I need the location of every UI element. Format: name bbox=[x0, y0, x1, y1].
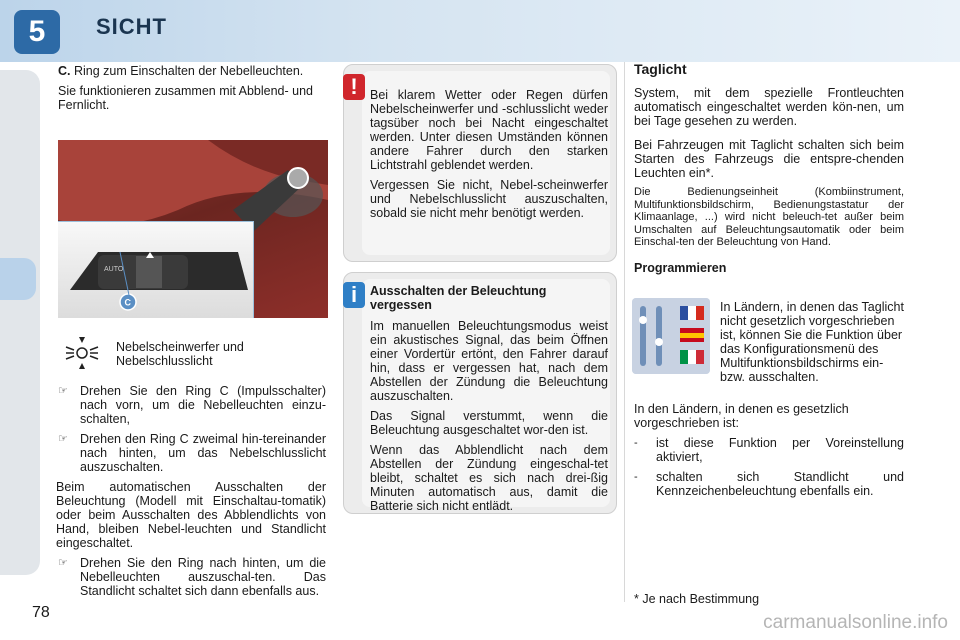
sidebar-tab-strip bbox=[0, 70, 40, 575]
info-icon: i bbox=[343, 282, 365, 308]
daylight-p3: Die Bedienungseinheit (Kombiinstrument, Multifunktionsbildschirm, Bedienungstastatur der Klimaanlage, ...) wird nicht beleuch-tet außer beim Umschalten auf Beleuchtungsautomatik oder beim Einschal-ten der Beleuchtung von Hand. bbox=[634, 186, 904, 248]
countries-intro: In den Ländern, in denen es gesetzlich vorgeschrieben ist: bbox=[634, 402, 849, 430]
daylight-title: Taglicht bbox=[634, 61, 687, 77]
warning-p2: Vergessen Sie nicht, Nebel-scheinwerfer und Nebelschlusslicht auszuschalten, sobald sie nicht mehr benötigt werden. bbox=[370, 178, 608, 220]
stalk-label-auto: AUTO bbox=[104, 266, 124, 273]
stalk-illustration bbox=[58, 140, 328, 318]
programming-title: Programmieren bbox=[634, 260, 727, 275]
info-p3: Wenn das Abblendlicht nach dem Abstellen der Zündung eingeschal-tet bleibt, schaltet es sich nach drei-ßig Minuten automatisch aus, damit die Batterie sich nicht entlädt. bbox=[370, 443, 608, 513]
bullet-1-text: Drehen Sie den Ring C (Impulsschalter) nach vorn, um die Nebelleuchten einzu-schalten, bbox=[80, 384, 326, 426]
column-divider bbox=[624, 62, 625, 602]
bullet-item: ☞ Drehen Sie den Ring nach hinten, um die Nebelleuchten auszuschal-ten. Das Standlicht schaltet sich dann ebenfalls aus. bbox=[58, 556, 326, 598]
right-column-top bbox=[634, 62, 904, 281]
info-p1: Im manuellen Beleuchtungsmodus weist ein akustisches Signal, das beim Öffnen einer Vordertür ertönt, den Fahrer darauf hin, dass er vergessen hat, nach dem Abstellen der Zündung die Beleuchtung auszuschalten. bbox=[370, 319, 608, 403]
page-number: 78 bbox=[32, 604, 50, 621]
ring-c-marker: C bbox=[124, 297, 131, 308]
ring-c-label: C. bbox=[58, 64, 71, 78]
dash-2-text: schalten sich Standlicht und Kennzeichenbeleuchtung ebenfalls ein. bbox=[656, 470, 904, 498]
dash-item: - ist diese Funktion per Voreinstellung aktiviert, bbox=[634, 436, 904, 464]
bullet-3-text: Drehen Sie den Ring nach hinten, um die Nebelleuchten auszuschal-ten. Das Standlicht schaltet sich dann ebenfalls aus. bbox=[80, 556, 326, 598]
daylight-p2: Bei Fahrzeugen mit Taglicht schalten sich beim Starten des Fahrzeugs die entspre-chenden Leuchten ein*. bbox=[634, 138, 904, 180]
light-stalk-photo bbox=[58, 140, 328, 318]
left-column-top bbox=[58, 64, 326, 118]
config-menu-image bbox=[632, 298, 710, 374]
page-title: SICHT bbox=[96, 14, 167, 39]
info-title: Ausschalten der Beleuchtung vergessen bbox=[370, 284, 547, 312]
right-column-bottom bbox=[634, 402, 904, 504]
dash-item: - schalten sich Standlicht und Kennzeichenbeleuchtung ebenfalls ein. bbox=[634, 470, 904, 498]
bullet-2-text: Drehen den Ring C zweimal hin-tereinander nach hinten, um das Nebelschlusslicht auszuschalten. bbox=[80, 432, 326, 474]
left-column-bottom bbox=[58, 384, 326, 604]
auto-off-paragraph: Beim automatischen Ausschalten der Beleuchtung (Modell mit Einschaltau-tomatik) oder beim Ausschalten des Abblendlichts von Hand, bleiben Nebel-leuchten und Standlicht eingeschaltet. bbox=[56, 480, 326, 550]
watermark: carmanualsonline.info bbox=[763, 612, 948, 633]
sidebar-active-tab bbox=[0, 258, 36, 300]
info-p2: Das Signal verstummt, wenn die Beleuchtung ausgeschaltet wor-den ist. bbox=[370, 409, 608, 437]
chapter-number: 5 bbox=[14, 10, 60, 54]
daylight-p1: System, mit dem spezielle Frontleuchten automatisch eingeschaltet werden kön-nen, um bei Tage gesehen zu werden. bbox=[634, 86, 904, 128]
footnote: * Je nach Bestimmung bbox=[634, 592, 760, 606]
dash-1-text: ist diese Funktion per Voreinstellung aktiviert, bbox=[656, 436, 904, 464]
fog-light-icon bbox=[62, 333, 102, 373]
programming-text: In Ländern, in denen das Taglicht nicht gesetzlich vorgeschrieben ist, können Sie die Funktion über das Konfigurationsmenü des Multifunktionsbildschirms ein- bzw. ausschalten. bbox=[720, 300, 904, 384]
bullet-item: ☞ Drehen den Ring C zweimal hin-tereinander nach hinten, um das Nebelschlusslicht auszuschalten. bbox=[58, 432, 326, 474]
warning-icon: ! bbox=[343, 74, 365, 100]
info-text bbox=[370, 284, 608, 519]
warning-text bbox=[370, 88, 608, 226]
ring-c-text: Ring zum Einschalten der Nebelleuchten. bbox=[73, 64, 304, 78]
fog-caption: Nebelscheinwerfer und Nebelschlusslicht bbox=[116, 340, 244, 368]
warning-p1: Bei klarem Wetter oder Regen dürfen Nebelscheinwerfer und -schlusslicht weder tagsüber noch bei Nacht eingeschaltet werden. Unter diesen Umständen können andere Fahrer durch den starken Lichtstrahl geblendet werden. bbox=[370, 88, 608, 172]
intro-text: Sie funktionieren zusammen mit Abblend- und Fernlicht. bbox=[58, 84, 314, 112]
bullet-item: ☞ Drehen Sie den Ring C (Impulsschalter) nach vorn, um die Nebelleuchten einzu-schalten, bbox=[58, 384, 326, 426]
